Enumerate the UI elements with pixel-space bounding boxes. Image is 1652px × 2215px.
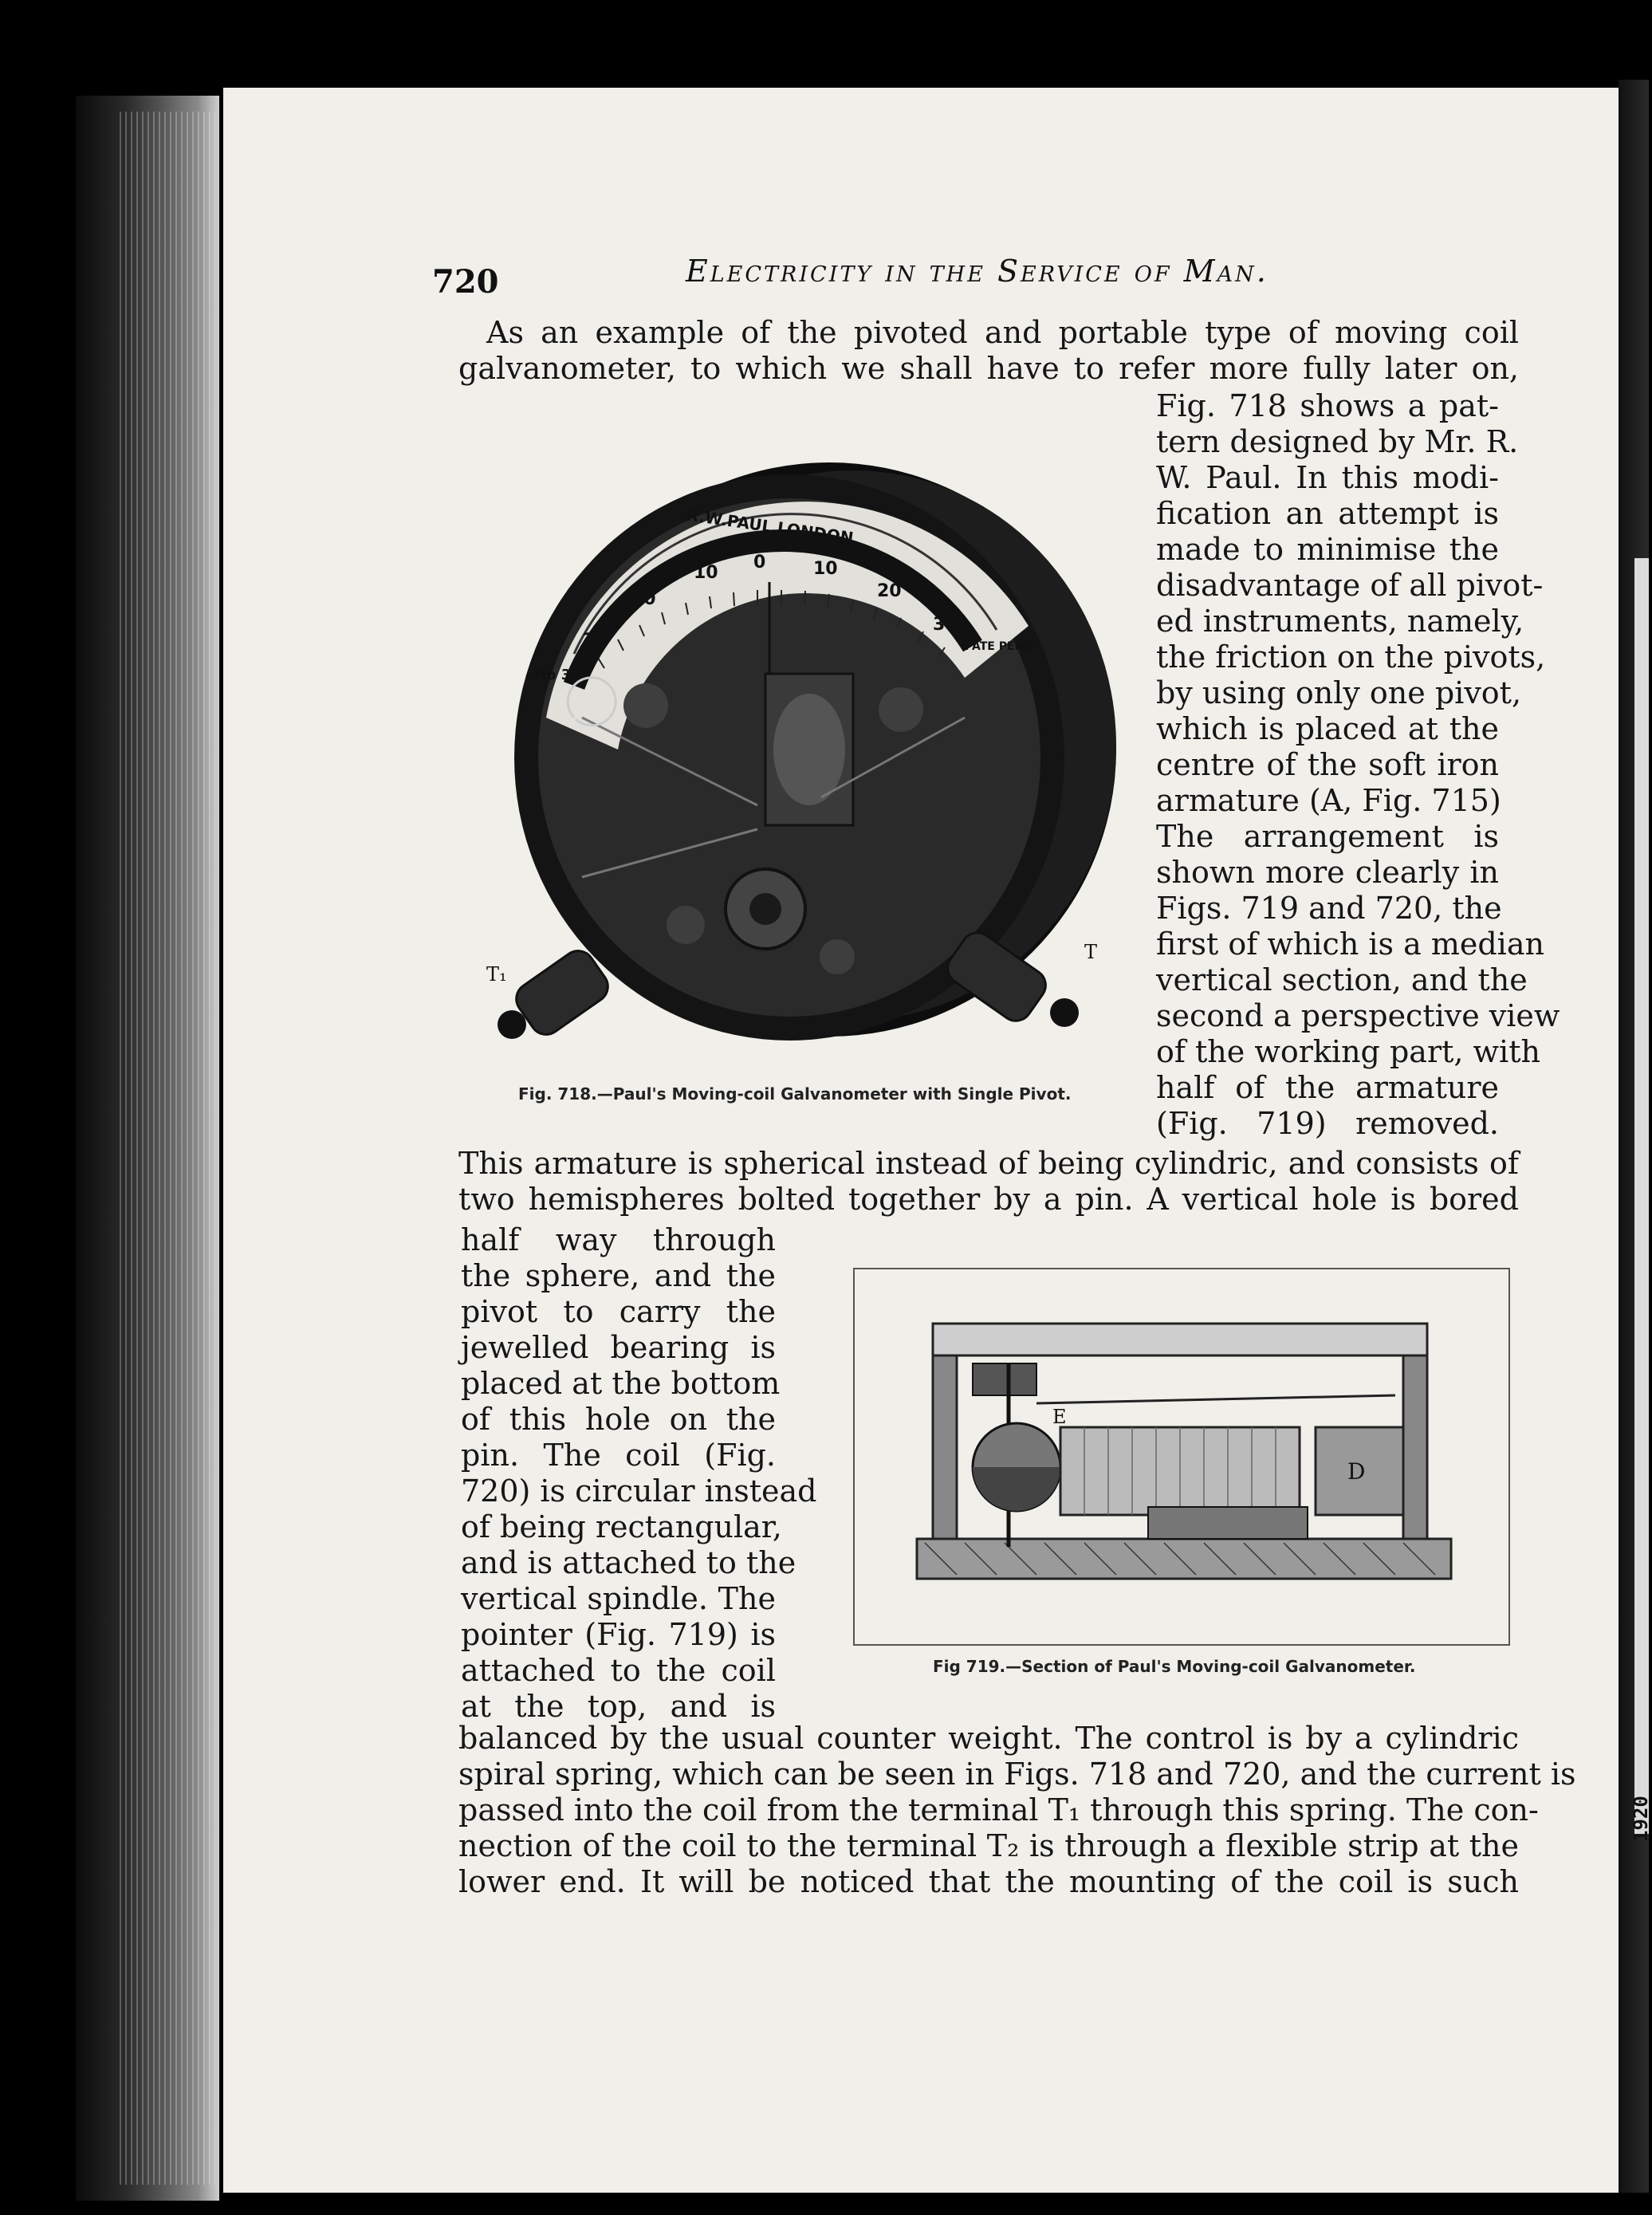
- dial-scale-10-right: 10: [813, 559, 838, 579]
- text-line: by using only one pivot,: [1156, 675, 1522, 710]
- text-line: spiral spring, which can be seen in Figs. 718 and 720, and the current is: [458, 1757, 1576, 1792]
- text-line: passed into the coil from the terminal T₁ through this spring. The con-: [458, 1792, 1539, 1827]
- intro-paragraph: [458, 315, 1519, 387]
- text-line: nection of the coil to the terminal T₂ is through a flexible strip at the: [458, 1828, 1519, 1863]
- label-e: E: [1052, 1406, 1067, 1428]
- text-line: galvanometer, to which we shall have to refer more fully later on,: [458, 351, 1519, 386]
- text-line: balanced by the usual counter weight. The control is by a cylindric: [458, 1721, 1519, 1756]
- terminal-label-left: T₁: [486, 963, 507, 986]
- text-line: the sphere, and the: [461, 1258, 776, 1293]
- left-column-text: [461, 1222, 817, 1725]
- text-line: fication an attempt is: [1156, 496, 1499, 531]
- dial-number: No 3: [534, 667, 572, 683]
- text-line: and is attached to the: [461, 1545, 796, 1580]
- edge-mark: 1920: [1630, 1796, 1652, 1842]
- dial-scale-0: 0: [753, 553, 766, 572]
- dial-scale-10-left: 10: [694, 563, 718, 583]
- text-line: two hemispheres bolted together by a pin. A vertical hole is bored: [458, 1182, 1519, 1217]
- text-line: half of the armature: [1156, 1070, 1499, 1105]
- text-line: jewelled bearing is: [461, 1330, 776, 1365]
- text-line: disadvantage of all pivot-: [1156, 568, 1544, 603]
- middle-paragraph: [458, 1146, 1519, 1218]
- text-line: centre of the soft iron: [1156, 747, 1499, 782]
- text-line: at the top, and is: [461, 1689, 776, 1724]
- figure-719-caption: Fig 719.—Section of Paul's Moving-coil Galvanometer.: [933, 1657, 1416, 1676]
- text-line: This armature is spherical instead of being cylindric, and consists of: [458, 1146, 1519, 1181]
- label-d: D: [1347, 1458, 1366, 1485]
- figure-718-caption: Fig. 718.—Paul's Moving-coil Galvanometer with Single Pivot.: [518, 1084, 1072, 1104]
- dial-maker: R.W.PAUL LONDON: [685, 505, 855, 548]
- text-line: pointer (Fig. 719) is: [461, 1617, 776, 1652]
- dial-scale-20-left: 20: [631, 589, 656, 609]
- text-line: vertical spindle. The: [461, 1581, 776, 1616]
- text-line: half way through: [461, 1222, 776, 1257]
- text-line: armature (A, Fig. 715): [1156, 783, 1501, 818]
- text-line: W. Paul. In this modi-: [1156, 460, 1499, 495]
- text-line: of being rectangular,: [461, 1509, 782, 1544]
- text-line: ed instruments, namely,: [1156, 604, 1524, 639]
- text-line: second a perspective view: [1156, 998, 1560, 1033]
- page-edge-lines: [120, 112, 215, 2185]
- running-title: Electricity in the Service of Man.: [686, 254, 1268, 289]
- text-line: Figs. 719 and 720, the: [1156, 891, 1502, 926]
- right-page-strip: [1634, 558, 1649, 1834]
- text-line: 720) is circular instead: [461, 1473, 817, 1509]
- text-line: Fig. 718 shows a pat-: [1156, 388, 1499, 423]
- dial-scale-30-right: 30: [933, 615, 958, 635]
- section-drawing: [869, 1308, 1491, 1595]
- dial-patent: PATE PEND: [965, 640, 1033, 653]
- text-line: As an example of the pivoted and portable type of moving coil: [486, 315, 1519, 350]
- galvanometer-illustration: [454, 431, 1140, 1092]
- text-line: of the working part, with: [1156, 1034, 1540, 1069]
- dial-scale-20-right: 20: [877, 581, 902, 601]
- page-number: 720: [432, 263, 499, 301]
- text-line: shown more clearly in: [1156, 855, 1499, 890]
- text-line: pivot to carry the: [461, 1294, 776, 1329]
- text-line: first of which is a median: [1156, 927, 1544, 962]
- text-line: the friction on the pivots,: [1156, 639, 1546, 675]
- text-line: vertical section, and the: [1156, 962, 1528, 997]
- text-line: which is placed at the: [1156, 711, 1499, 746]
- text-line: The arrangement is: [1156, 819, 1499, 854]
- text-line: placed at the bottom: [461, 1366, 781, 1401]
- text-line: (Fig. 719) removed.: [1156, 1106, 1499, 1141]
- text-line: pin. The coil (Fig.: [461, 1438, 776, 1473]
- text-line: lower end. It will be noticed that the mounting of the coil is such: [458, 1864, 1519, 1899]
- text-line: of this hole on the: [461, 1402, 776, 1437]
- terminal-label-right: T: [1084, 941, 1098, 963]
- bottom-paragraph: [458, 1721, 1576, 1900]
- text-line: attached to the coil: [461, 1653, 776, 1688]
- text-line: made to minimise the: [1156, 532, 1499, 567]
- side-column-text: [1156, 388, 1560, 1142]
- dial-scale-30-left: 30: [582, 631, 607, 651]
- text-line: tern designed by Mr. R.: [1156, 424, 1519, 459]
